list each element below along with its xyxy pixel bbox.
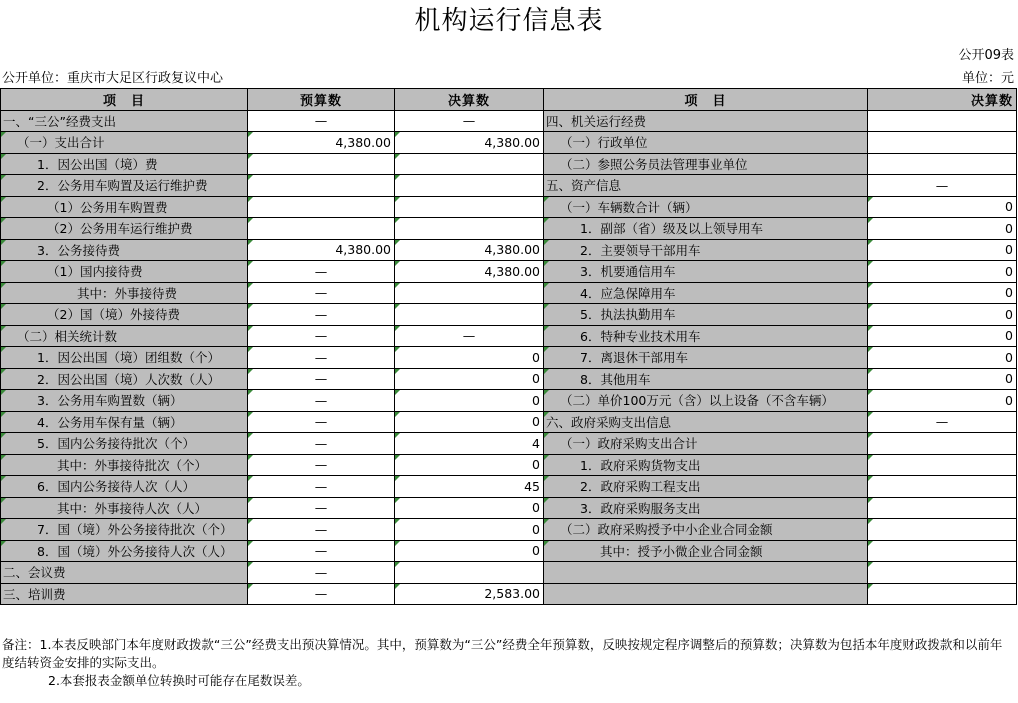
table-row [1,132,1017,154]
header-row [1,89,1017,111]
table-row [1,218,1017,240]
row-label: 其中：外事接待费 [1,282,248,304]
final-cell-right [868,519,1017,541]
budget-cell: — [248,562,395,584]
header-item: 项 目 [1,89,248,111]
row-label: 二、会议费 [1,562,248,584]
budget-cell: — [248,368,395,390]
table-row [1,261,1017,283]
budget-cell: — [248,347,395,369]
note-2: 2.本套报表金额单位转换时可能存在尾数误差。 [48,673,310,688]
row-label: 其中：外事接待批次（个） [1,454,248,476]
budget-cell: — [248,454,395,476]
row-label-right: 7．离退休干部用车 [544,347,868,369]
final-cell-right [868,110,1017,132]
table-row [1,476,1017,498]
header-final: 决算数 [395,89,544,111]
final-cell: 4,380.00 [395,239,544,261]
row-label: 4．公务用车保有量（辆） [1,411,248,433]
row-label: 一、“三公”经费支出 [1,110,248,132]
final-cell-right: 0 [868,282,1017,304]
final-cell-right [868,454,1017,476]
row-label: 其中：外事接待人次（人） [1,497,248,519]
budget-cell [248,218,395,240]
row-label-right: 6．特种专业技术用车 [544,325,868,347]
budget-cell: — [248,282,395,304]
final-cell: 0 [395,390,544,412]
final-cell: 0 [395,454,544,476]
row-label: （二）相关统计数 [1,325,248,347]
final-cell: 45 [395,476,544,498]
row-label: 6．国内公务接待人次（人） [1,476,248,498]
final-cell: 4,380.00 [395,261,544,283]
budget-cell: — [248,325,395,347]
row-label: 5．国内公务接待批次（个） [1,433,248,455]
final-cell: 0 [395,347,544,369]
final-cell-right [868,476,1017,498]
table-row [1,282,1017,304]
note-1: 备注：1.本表反映部门本年度财政拨款“三公”经费支出预决算情况。其中，预算数为“三公”经费全年预算数，反映按规定程序调整后的预算数；决算数为包括本年度财政拨款和以前年度结转资金安排的实际支出。 [2,637,1003,670]
table-body [1,110,1017,605]
final-cell: 4 [395,433,544,455]
table-row [1,325,1017,347]
final-cell-right [868,497,1017,519]
row-label: 1．因公出国（境）费 [1,153,248,175]
budget-cell [248,196,395,218]
final-cell-right [868,433,1017,455]
row-label-right: 8．其他用车 [544,368,868,390]
budget-cell: 4,380.00 [248,239,395,261]
row-label-right [544,562,868,584]
final-cell-right: 0 [868,261,1017,283]
table-row [1,497,1017,519]
final-cell [395,153,544,175]
row-label: 2．公务用车购置及运行维护费 [1,175,248,197]
budget-cell [248,175,395,197]
final-cell-right: 0 [868,304,1017,326]
row-label-right: （一）行政单位 [544,132,868,154]
budget-cell: — [248,110,395,132]
final-cell-right: 0 [868,239,1017,261]
final-cell-right: 0 [868,390,1017,412]
final-cell-right: — [868,175,1017,197]
row-label-right: 六、政府采购支出信息 [544,411,868,433]
row-label-right: 1．副部（省）级及以上领导用车 [544,218,868,240]
page-title: 机构运行信息表 [414,6,604,36]
table-row [1,454,1017,476]
final-cell-right [868,153,1017,175]
final-cell-right: 0 [868,368,1017,390]
final-cell: 0 [395,411,544,433]
info-table [0,88,1017,605]
row-label: （2）公务用车运行维护费 [1,218,248,240]
row-label-right: 1．政府采购货物支出 [544,454,868,476]
final-cell-right: 0 [868,218,1017,240]
budget-cell: — [248,390,395,412]
budget-cell: 4,380.00 [248,132,395,154]
row-label: 3．公务用车购置数（辆） [1,390,248,412]
header-final-right: 决算数 [868,89,1017,111]
budget-cell: — [248,476,395,498]
row-label: 三、培训费 [1,583,248,605]
final-cell [395,562,544,584]
row-label-right: （二）参照公务员法管理事业单位 [544,153,868,175]
table-row [1,519,1017,541]
budget-cell: — [248,261,395,283]
row-label-right: 3．政府采购服务支出 [544,497,868,519]
final-cell: 2,583.00 [395,583,544,605]
final-cell-right [868,583,1017,605]
final-cell-right: — [868,411,1017,433]
final-cell: 0 [395,497,544,519]
row-label-right: 4．应急保障用车 [544,282,868,304]
table-row [1,368,1017,390]
row-label-right: 3．机要通信用车 [544,261,868,283]
header-budget: 预算数 [248,89,395,111]
final-cell: 4,380.00 [395,132,544,154]
budget-cell: — [248,433,395,455]
final-cell-right [868,540,1017,562]
row-label: （一）支出合计 [1,132,248,154]
row-label-right: 四、机关运行经费 [544,110,868,132]
row-label-right: 2．政府采购工程支出 [544,476,868,498]
budget-cell: — [248,540,395,562]
final-cell [395,304,544,326]
budget-cell [248,153,395,175]
budget-cell: — [248,583,395,605]
table-row [1,540,1017,562]
final-cell: 0 [395,540,544,562]
row-label: 7．国（境）外公务接待批次（个） [1,519,248,541]
row-label-right: （二）单价100万元（含）以上设备（不含车辆） [544,390,868,412]
final-cell [395,196,544,218]
row-label: （2）国（境）外接待费 [1,304,248,326]
final-cell-right: 0 [868,325,1017,347]
row-label: 2．因公出国（境）人次数（人） [1,368,248,390]
budget-cell: — [248,304,395,326]
table-row [1,239,1017,261]
table-row [1,433,1017,455]
table-row [1,196,1017,218]
row-label-right: 其中：授予小微企业合同金额 [544,540,868,562]
final-cell: — [395,110,544,132]
notes [2,636,1014,690]
row-label-right [544,583,868,605]
final-cell: 0 [395,519,544,541]
row-label: （1）国内接待费 [1,261,248,283]
final-cell [395,282,544,304]
final-cell-right: 0 [868,347,1017,369]
table-row [1,304,1017,326]
row-label-right: 5．执法执勤用车 [544,304,868,326]
currency-unit: 单位：元 [961,71,1014,86]
final-cell-right [868,132,1017,154]
row-label-right: （二）政府采购授予中小企业合同金额 [544,519,868,541]
final-cell: — [395,325,544,347]
final-cell [395,175,544,197]
table-row [1,175,1017,197]
table-row [1,153,1017,175]
row-label-right: （一）政府采购支出合计 [544,433,868,455]
table-row [1,411,1017,433]
table-row [1,347,1017,369]
row-label: （1）公务用车购置费 [1,196,248,218]
row-label-right: 2．主要领导干部用车 [544,239,868,261]
row-label: 1．因公出国（境）团组数（个） [1,347,248,369]
table-row [1,110,1017,132]
row-label: 8．国（境）外公务接待人次（人） [1,540,248,562]
final-cell-right [868,562,1017,584]
final-cell-right: 0 [868,196,1017,218]
final-cell: 0 [395,368,544,390]
budget-cell: — [248,497,395,519]
reporting-unit: 公开单位：重庆市大足区行政复议中心 [2,71,224,86]
budget-cell: — [248,519,395,541]
header-item-right: 项 目 [544,89,868,111]
budget-cell: — [248,411,395,433]
final-cell [395,218,544,240]
row-label-right: 五、资产信息 [544,175,868,197]
row-label: 3．公务接待费 [1,239,248,261]
row-label-right: （一）车辆数合计（辆） [544,196,868,218]
table-row [1,390,1017,412]
table-row [1,562,1017,584]
table-row [1,583,1017,605]
form-number: 公开09表 [958,48,1014,63]
